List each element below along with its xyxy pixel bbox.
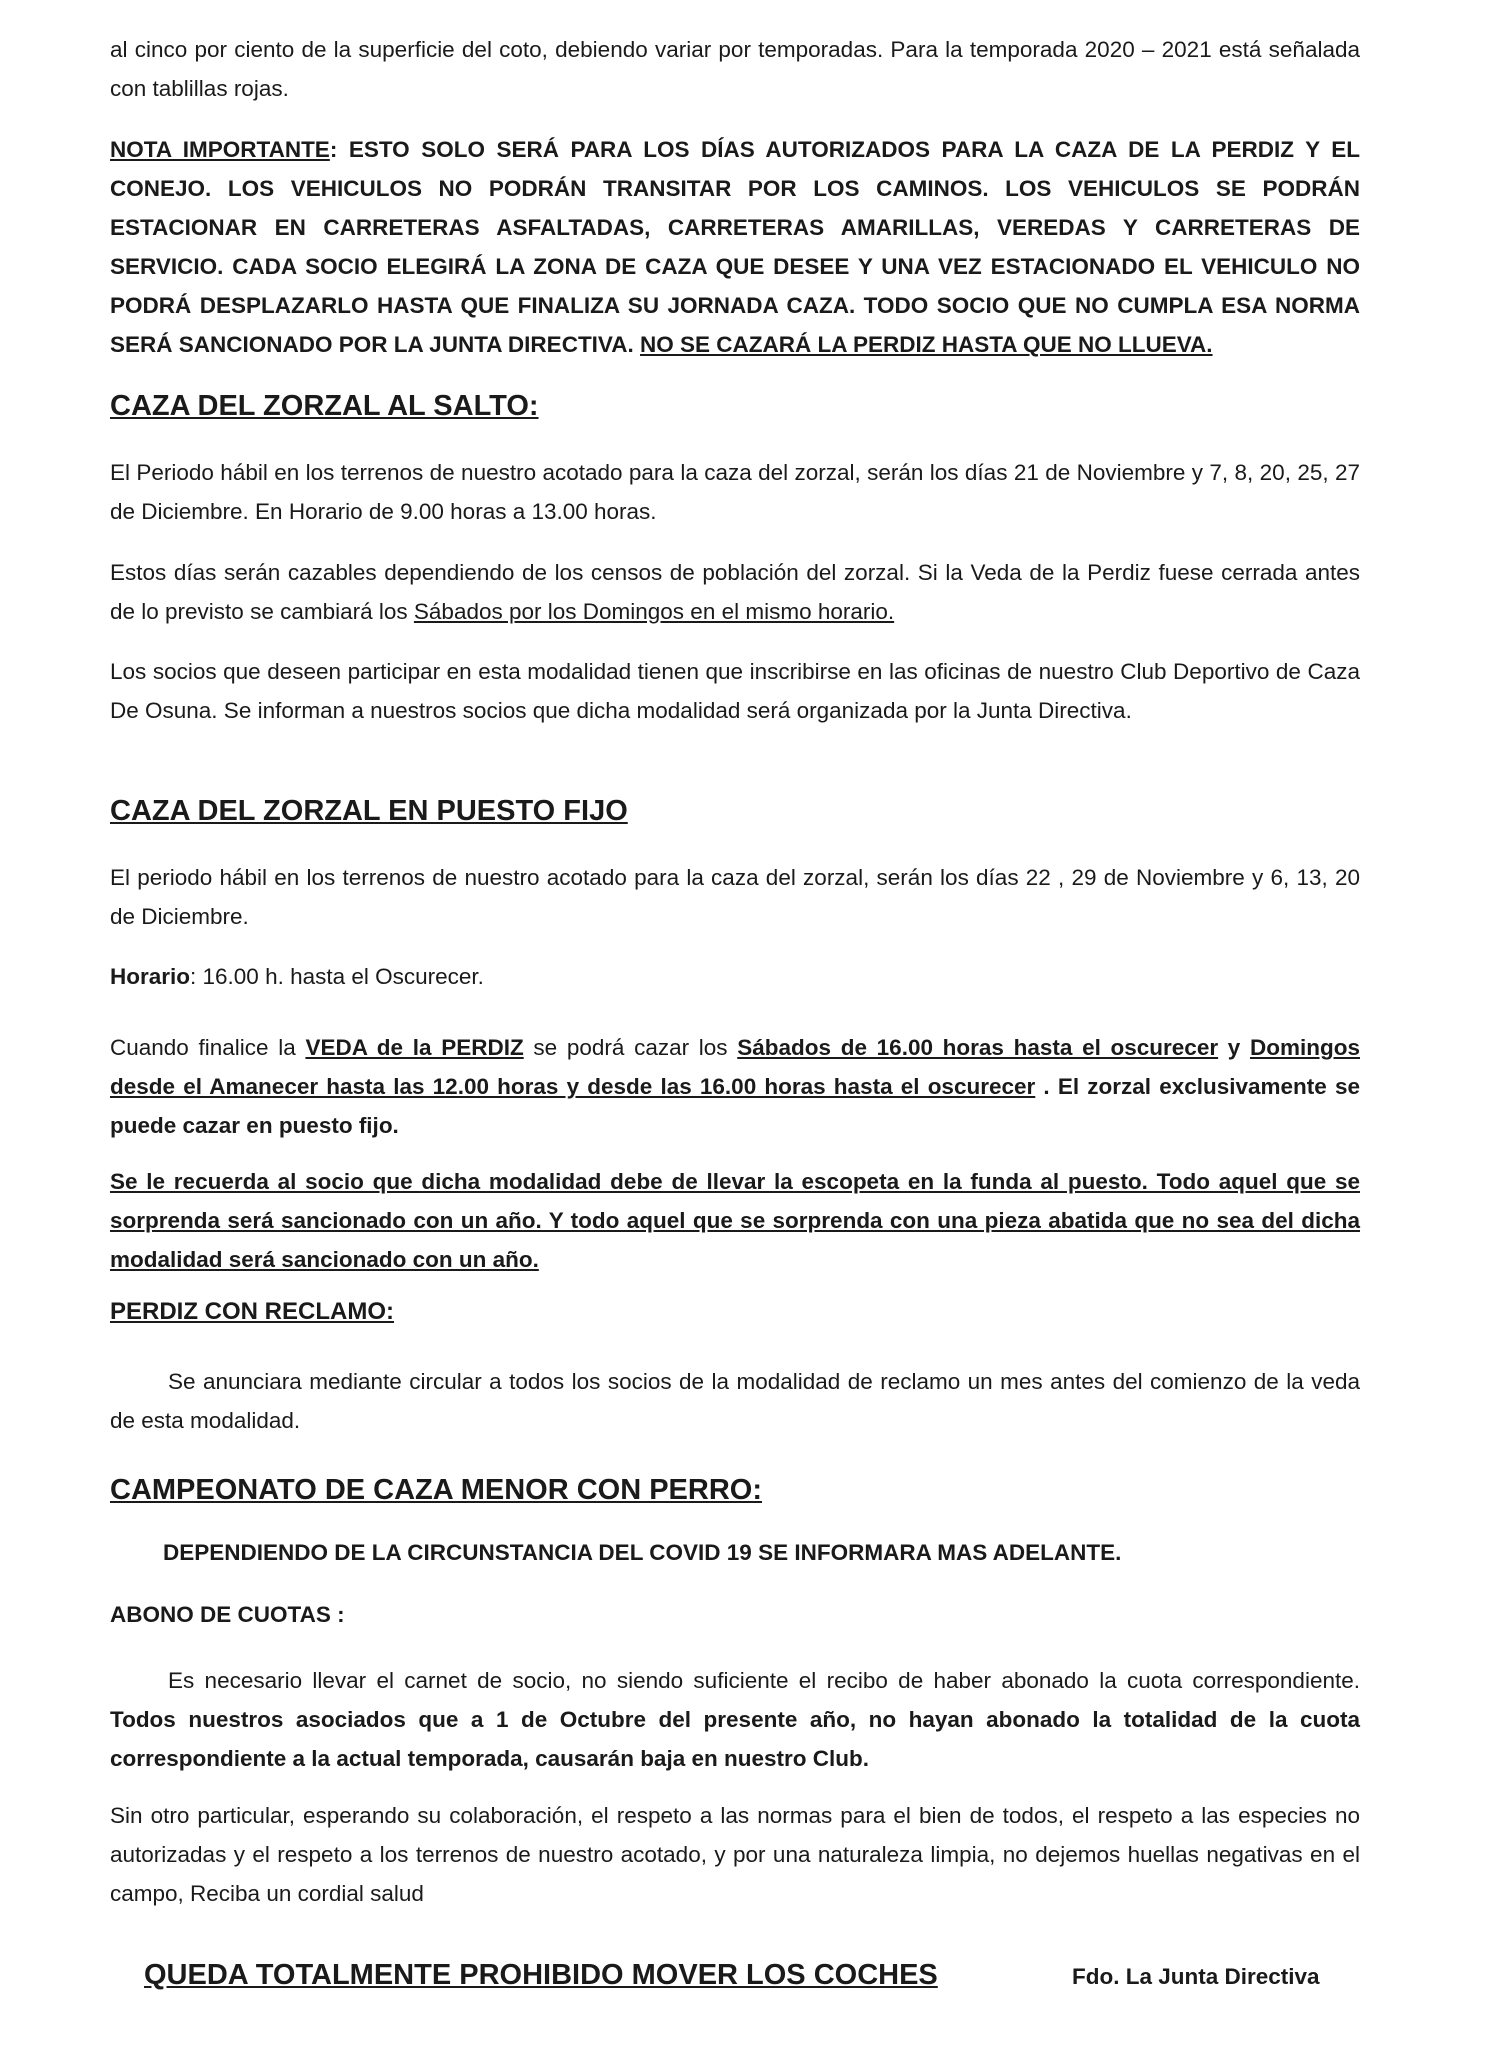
nota-text: ESTO SOLO SERÁ PARA LOS DÍAS AUTORIZADOS PARA LA CAZA DE LA PERDIZ Y EL CONEJO. LOS VEHICULOS NO PODRÁN TRANSITAR POR LOS CAMINOS. LOS VEHICULOS SE PODRÁN ESTACIONAR EN CARRETERAS ASFALTADAS, CARRETERAS AMARILLAS, VEREDAS Y CARRETERAS DE SERVICIO. CADA SOCIO ELEGIRÁ LA ZONA DE CAZA QUE DESEE Y UNA VEZ ESTACIONADO EL VEHICULO NO PODRÁ DESPLAZARLO HASTA QUE FINALIZA SU JORNADA CAZA. TODO SOCIO QUE NO CUMPLA ESA NORMA SERÁ SANCIONADO POR LA JUNTA DIRECTIVA. bbox=[110, 137, 1360, 357]
salto-paragraph-1: El Periodo hábil en los terrenos de nuestro acotado para la caza del zorzal, serán los días 21 de Noviembre y 7, 8, 20, 25, 27 de Diciembre. En Horario de 9.00 horas a 13.00 horas. bbox=[110, 460, 1360, 524]
nota-label: NOTA IMPORTANTE bbox=[110, 137, 330, 162]
horario-label: Horario bbox=[110, 964, 191, 989]
nota-underlined-end: NO SE CAZARÁ LA PERDIZ HASTA QUE NO LLUEVA. bbox=[640, 332, 1213, 357]
fijo-p3-a: Cuando finalice la bbox=[110, 1035, 306, 1060]
horario-text: : 16.00 h. hasta el Oscurecer. bbox=[190, 964, 484, 989]
heading-perdiz-reclamo: PERDIZ CON RECLAMO: bbox=[110, 1298, 394, 1325]
fijo-paragraph-3 bbox=[110, 1028, 1360, 1145]
nota-importante-paragraph bbox=[110, 130, 1360, 364]
heading-zorzal-fijo: CAZA DEL ZORZAL EN PUESTO FIJO bbox=[110, 795, 628, 827]
fijo-paragraph-1: El periodo hábil en los terrenos de nuestro acotado para la caza del zorzal, serán los días 22 , 29 de Noviembre y 6, 13, 20 de Diciembre. bbox=[110, 865, 1360, 929]
fijo-p3-veda: VEDA de la PERDIZ bbox=[305, 1035, 524, 1060]
campeonato-notice: DEPENDIENDO DE LA CIRCUNSTANCIA DEL COVID 19 SE INFORMARA MAS ADELANTE. bbox=[163, 1540, 1122, 1565]
cuotas-text: Es necesario llevar el carnet de socio, no siendo suficiente el recibo de haber abonado la cuota correspondiente. bbox=[168, 1668, 1360, 1693]
fijo-p3-b: se podrá cazar los bbox=[523, 1035, 738, 1060]
salto-paragraph-2 bbox=[110, 553, 1360, 631]
fijo-p3-domingos: Domingos desde el Amanecer hasta las 12.00 horas y desde las 16.00 horas hasta el oscurecer bbox=[110, 1035, 1360, 1099]
cuotas-paragraph bbox=[110, 1661, 1360, 1778]
footer-prohibition: QUEDA TOTALMENTE PROHIBIDO MOVER LOS COCHES bbox=[144, 1959, 938, 1991]
cuotas-bold-text: Todos nuestros asociados que a 1 de Octubre del presente año, no hayan abonado la totalidad de la cuota correspondiente a la actual temporada, causarán baja en nuestro Club. bbox=[110, 1707, 1360, 1771]
intro-paragraph: al cinco por ciento de la superficie del coto, debiendo variar por temporadas. Para la temporada 2020 – 2021 está señalada con tablillas rojas. bbox=[110, 37, 1360, 101]
salto-paragraph-3: Los socios que deseen participar en esta modalidad tienen que inscribirse en las oficinas de nuestro Club Deportivo de Caza De Osuna. Se informan a nuestros socios que dicha modalidad será organizada por la Junta Directiva. bbox=[110, 659, 1360, 723]
heading-abono-cuotas: ABONO DE CUOTAS : bbox=[110, 1602, 345, 1627]
fijo-paragraph-4: Se le recuerda al socio que dicha modalidad debe de llevar la escopeta en la funda al puesto. Todo aquel que se sorprenda será sancionado con un año. Y todo aquel que se sorprenda con una pieza abatida que no sea del dicha modalidad será sancionado con un año. bbox=[110, 1169, 1360, 1272]
signature: Fdo. La Junta Directiva bbox=[1072, 1964, 1320, 1989]
reclamo-paragraph: Se anunciara mediante circular a todos los socios de la modalidad de reclamo un mes antes del comienzo de la veda de esta modalidad. bbox=[110, 1369, 1360, 1433]
fijo-p3-d: . El zorzal exclusivamente se puede cazar en puesto fijo. bbox=[110, 1074, 1361, 1138]
heading-zorzal-salto: CAZA DEL ZORZAL AL SALTO: bbox=[110, 390, 539, 422]
fijo-horario bbox=[110, 957, 1360, 996]
salto-paragraph-2-text: Estos días serán cazables dependiendo de los censos de población del zorzal. Si la Veda de la Perdiz fuese cerrada antes de lo previsto se cambiará los bbox=[110, 560, 1360, 624]
salto-paragraph-2-underlined: Sábados por los Domingos en el mismo horario. bbox=[413, 599, 895, 624]
fijo-p3-sabados: Sábados de 16.00 horas hasta el oscurecer bbox=[737, 1035, 1219, 1060]
nota-colon: : bbox=[329, 137, 338, 162]
heading-campeonato: CAMPEONATO DE CAZA MENOR CON PERRO: bbox=[110, 1474, 762, 1506]
closing-paragraph: Sin otro particular, esperando su colaboración, el respeto a las normas para el bien de todos, el respeto a las especies no autorizadas y el respeto a los terrenos de nuestro acotado, y por una naturaleza limpia, no dejemos huellas negativas en el campo, Reciba un cordial salud bbox=[110, 1803, 1360, 1906]
fijo-p3-c: y bbox=[1218, 1035, 1250, 1060]
